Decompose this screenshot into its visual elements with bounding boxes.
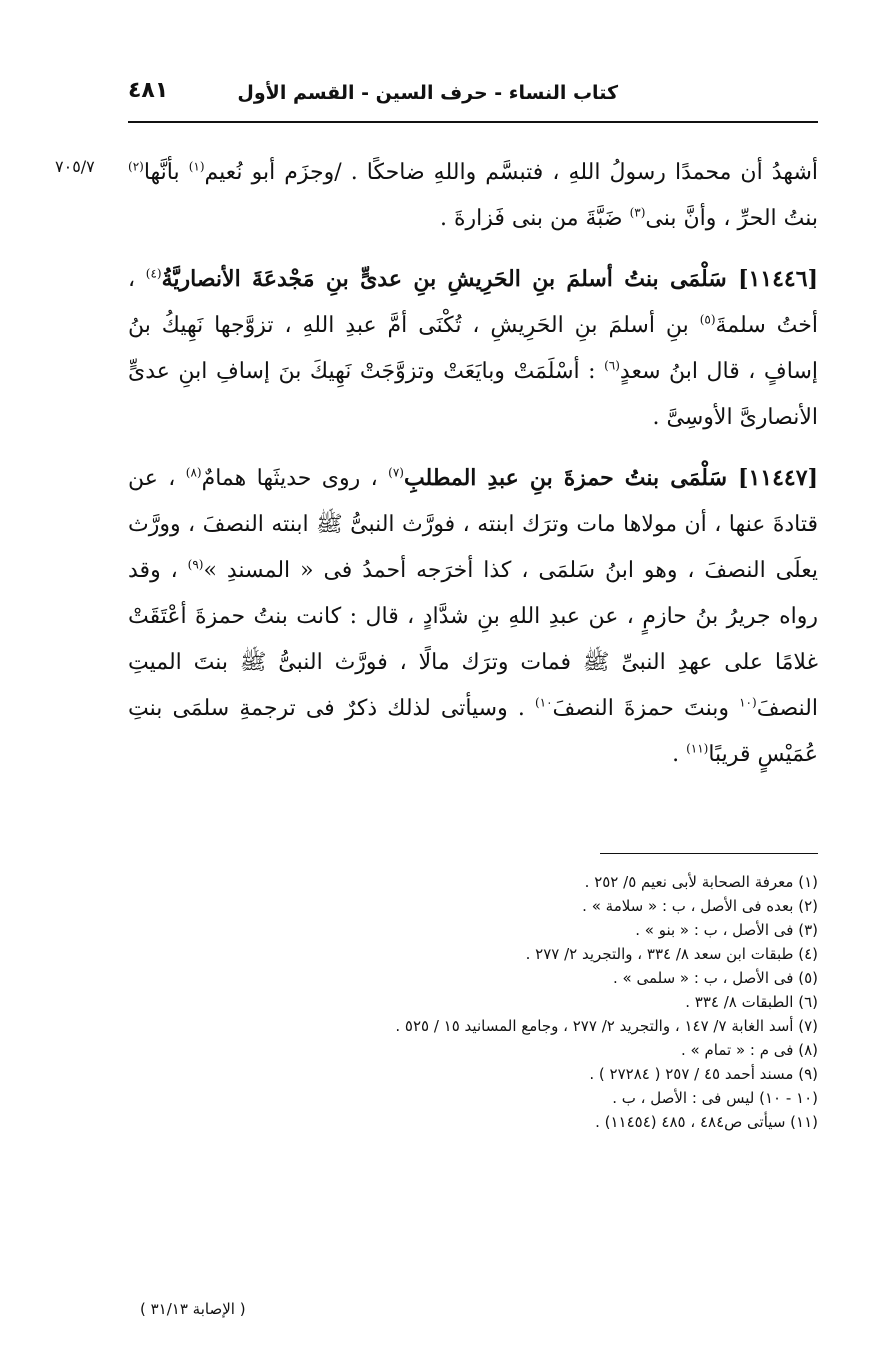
footnotes bbox=[240, 870, 818, 1134]
footnote-ref: (٥) bbox=[699, 312, 716, 327]
footnote: (١) معرفة الصحابة لأبى نعيم ٥/ ٢٥٢ . bbox=[584, 873, 818, 891]
text-run: ، عن قتادةَ عنها ، أن مولاها مات وترَك ابنته ، فورَّث النبىُّ ﷺ ابنته النصفَ ، وورَّث يعلَى النصفَ ، وهو ابنُ سَلمَى ، كذا أخرَجه أحمدُ فى « المسندِ » bbox=[128, 466, 818, 583]
margin-reference: ٧٠٥/٧ bbox=[55, 157, 95, 176]
footnote-ref: (٩) bbox=[187, 557, 204, 572]
footnote-ref: (٨) bbox=[185, 465, 202, 480]
text-run: : أسْلَمَتْ وبايَعَتْ وتزوَّجَتْ نَهِيكَ بنَ إسافِ ابنِ عدىٍّ الأنصارىَّ الأوسِىَّ . bbox=[128, 359, 818, 430]
footnote: (٥) فى الأصل ، ب : « سلمى » . bbox=[612, 969, 818, 987]
text-run: . وسيأتى لذلك ذكرٌ فى ترجمةِ سلمَى بنتِ عُمَيْسٍ قريبًا bbox=[128, 696, 818, 767]
text-run: وبنتَ حمزةَ النصفَ bbox=[552, 696, 740, 721]
footnote-ref: (١) bbox=[188, 159, 205, 174]
text-run: بأنَّها bbox=[143, 160, 189, 185]
intro-paragraph bbox=[128, 150, 818, 242]
page-number: ٤٨١ bbox=[128, 78, 169, 103]
text-run: . bbox=[672, 742, 687, 767]
footnote-separator bbox=[600, 853, 818, 854]
footnote-ref: (١٠ bbox=[739, 695, 757, 710]
footnote-ref: (٢) bbox=[128, 159, 144, 174]
text-run: بنِ أسلمَ بنِ الحَرِيشِ ، تُكْنَى أمَّ عبدِ اللهِ ، تزوَّجها نَهِيكُ بنُ إسافٍ ، قال ابنُ سعدٍ bbox=[128, 313, 818, 384]
footnote-ref: (٧) bbox=[388, 465, 404, 480]
text-run: ، وقد رواه جريرُ بنُ حازمٍ ، عن عبدِ اللهِ بنِ شدَّادٍ ، قال : كانت بنتُ حمزةَ أعْتَقَتْ غلامًا على عهدِ النبىِّ ﷺ فمات وترَك مالًا ، فورَّث النبىُّ ﷺ بنتَ الميتِ النصفَ bbox=[128, 558, 818, 721]
main-text bbox=[128, 150, 818, 778]
entry-heading: [١١٤٤٧] سَلْمَى بنتُ حمزةَ بنِ عبدِ المطلبِ bbox=[403, 465, 818, 491]
text-run: ، أختُ سلمةَ bbox=[128, 267, 818, 338]
entry-11446 bbox=[128, 256, 818, 441]
text-run: ، روى حديثَها همامٌ bbox=[201, 466, 389, 491]
footnote-ref: (١١) bbox=[686, 741, 709, 756]
text-run: بنتُ الحرِّ ، وأنَّ بنى bbox=[645, 206, 818, 231]
text-run: ضَبَّةَ من بنى فَزارةَ . bbox=[439, 206, 630, 231]
footnote-ref: (٦) bbox=[604, 358, 620, 373]
footnote: (٩) مسند أحمد ٤٥ / ٢٥٧ ( ٢٧٢٨٤ ) . bbox=[589, 1065, 818, 1083]
footnote: (٣) فى الأصل ، ب : « بنو » . bbox=[635, 921, 818, 939]
footnote: (٨) فى م : « تمام » . bbox=[681, 1041, 818, 1059]
footnote: (١٠ - ١٠) ليس فى : الأصل ، ب . bbox=[612, 1089, 818, 1107]
header-rule bbox=[128, 121, 818, 123]
footnote: (٦) الطبقات ٨/ ٣٣٤ . bbox=[685, 993, 818, 1011]
running-header-title: كتاب النساء - حرف السين - القسم الأول bbox=[237, 82, 618, 104]
entry-heading: [١١٤٤٦] سَلْمَى بنتُ أسلمَ بنِ الحَرِيشِ بنِ عدىٍّ بنِ مَجْدعَةَ الأنصاريَّةُ bbox=[161, 266, 818, 292]
footnote-ref: ١٠) bbox=[534, 695, 553, 710]
entry-11447 bbox=[128, 455, 818, 778]
footnote: (٤) طبقات ابن سعد ٨/ ٣٣٤ ، والتجريد ٢/ ٢٧٧ . bbox=[525, 945, 818, 963]
footnote-ref: (٤) bbox=[145, 266, 162, 281]
footnote: (٧) أسد الغابة ٧/ ١٤٧ ، والتجريد ٢/ ٢٧٧ ، وجامع المسانيد ١٥ / ٥٢٥ . bbox=[395, 1017, 818, 1035]
footnote: (٢) بعده فى الأصل ، ب : « سلامة » . bbox=[582, 897, 818, 915]
footnote: (١١) سيأتى ص٤٨٤ ، ٤٨٥ (١١٤٥٤) . bbox=[595, 1113, 818, 1131]
text-run: أشهدُ أن محمدًا رسولُ اللهِ ، فتبسَّم واللهِ ضاحكًا . /وجزَم أبو نُعيم bbox=[204, 160, 818, 185]
bottom-reference: ( الإصابة ٣١/١٣ ) bbox=[140, 1300, 246, 1318]
footnote-ref: (٣) bbox=[629, 205, 646, 220]
